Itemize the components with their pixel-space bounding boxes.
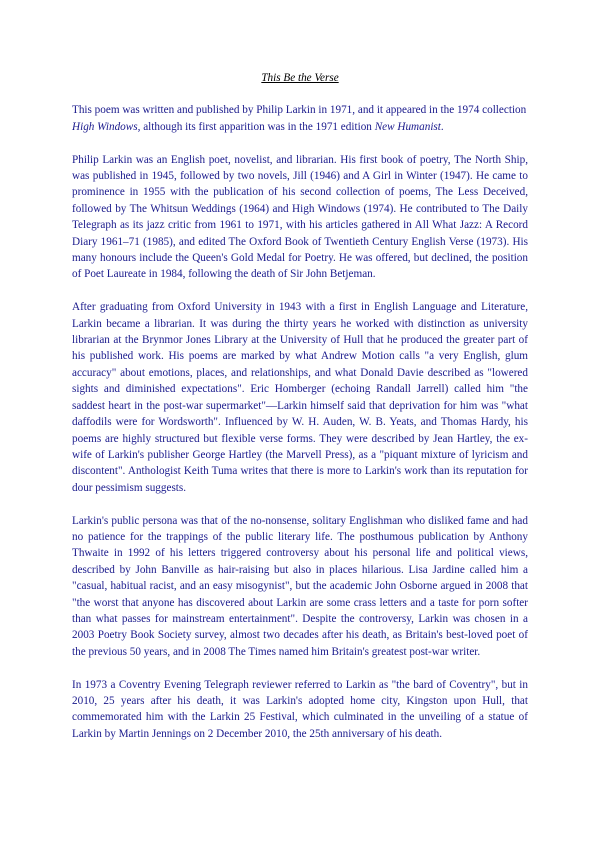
intro-text-2: although its first apparition was in the 1971 edition xyxy=(140,120,375,133)
collection-title: High Windows, xyxy=(72,120,141,133)
edition-title: New Humanist xyxy=(374,120,441,133)
intro-paragraph xyxy=(72,102,528,135)
legacy-paragraph: In 1973 a Coventry Evening Telegraph reviewer referred to Larkin as "the bard of Coventry", but in 2010, 25 years after his death, it was Larkin's adopted home city, Kingston upon Hull, that commemorated him with the Larkin 25 Festival, which culminated in the unveiling of a statue of Larkin by Martin Jennings on 2 December 2010, the 25th anniversary of his death. xyxy=(72,678,528,740)
public-persona-paragraph: Larkin's public persona was that of the no-nonsense, solitary Englishman who disliked fame and had no patience for the trappings of the public literary life. The posthumous publication by Anthony Thwaite in 1992 of his letters triggered controversy about his personal life and political views, described by John Banville as hair-raising but also in places hilarious. Lisa Jardine called him a "casual, habitual racist, and an easy misogynist", but the academic John Osborne argued in 2008 that "the worst that anyone has discovered about Larkin are some crass letters and a taste for porn softer than what passes for mainstream entertainment". Despite the controversy, Larkin was chosen in a 2003 Poetry Book Society survey, almost two decades after his death, as Britain's best-loved poet of the previous 50 years, and in 2008 The Times named him Britain's greatest post-war writer. xyxy=(72,514,528,658)
intro-text-3: . xyxy=(440,120,444,133)
career-paragraph: After graduating from Oxford University in 1943 with a first in English Language and Literature, Larkin became a librarian. It was during the thirty years he worked with distinction as university librarian at the Brynmor Jones Library at the University of Hull that he produced the greater part of his published work. His poems are marked by what Andrew Motion calls "a very English, glum accuracy" about emotions, places, and relationships, and what Donald Davie described as "lowered sights and diminished expectations". Eric Homberger (echoing Randall Jarrell) called him "the saddest heart in the post-war supermarket"—Larkin himself said that deprivation for him was "what daffodils were for Wordsworth". Influenced by W. H. Auden, W. B. Yeats, and Thomas Hardy, his poems are highly structured but flexible verse forms. They were described by Jean Hartley, the ex-wife of Larkin's publisher George Hartley (the Marvell Press), as a "piquant mixture of lyricism and discontent". Anthologist Keith Tuma writes that there is more to Larkin's work than its reputation for dour pessimism suggests. xyxy=(72,301,528,494)
biography-paragraph: Philip Larkin was an English poet, novelist, and librarian. His first book of poetry, The North Ship, was published in 1945, followed by two novels, Jill (1946) and A Girl in Winter (1947). He came to prominence in 1955 with the publication of his second collection of poems, The Less Deceived, followed by The Whitsun Weddings (1964) and High Windows (1974). He contributed to The Daily Telegraph as its jazz critic from 1961 to 1971, with his articles gathered in All What Jazz: A Record Diary 1961–71 (1985), and edited The Oxford Book of Twentieth Century English Verse (1973). His many honours include the Queen's Gold Medal for Poetry. He was offered, but declined, the position of Poet Laureate in 1984, following the death of Sir John Betjeman. xyxy=(72,153,528,281)
document-title: This Be the Verse xyxy=(261,72,339,84)
intro-text-1: This poem was written and published by Philip Larkin in 1971, and it appeared in the 1974 collection xyxy=(72,104,527,117)
document-page xyxy=(72,70,528,759)
